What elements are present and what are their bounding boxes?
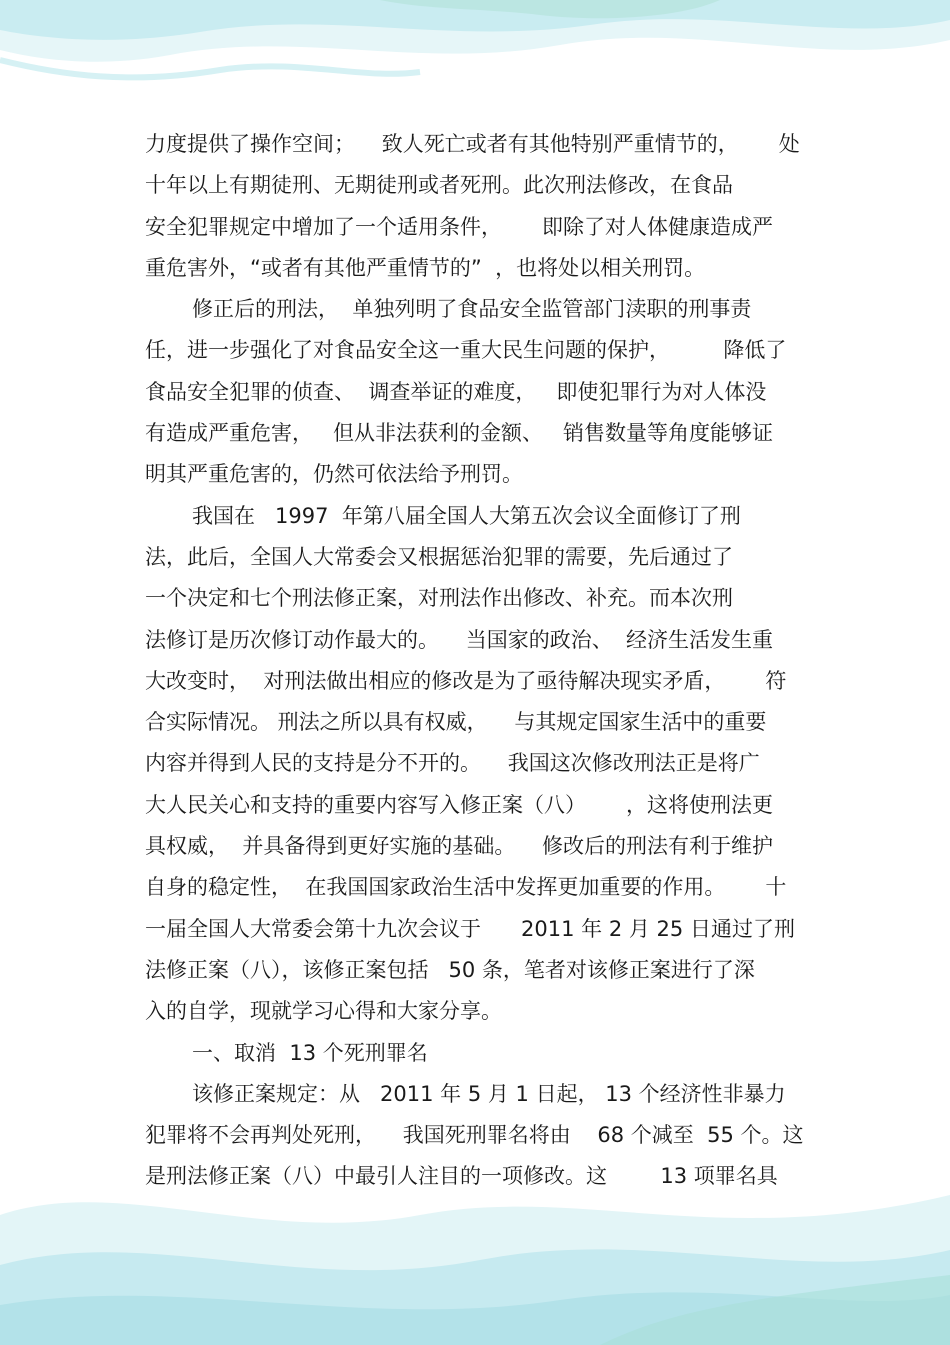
- text-line: 食品安全犯罪的侦查、 调查举证的难度， 即使犯罪行为对人体没: [145, 379, 767, 404]
- section-heading: 一、取消 13 个死刑罪名: [192, 1040, 428, 1065]
- text-line: 合实际情况。 刑法之所以具有权威， 与其规定国家生活中的重要: [145, 710, 767, 735]
- text-line: 有造成严重危害， 但从非法获利的金额、 销售数量等角度能够证: [145, 421, 774, 446]
- text-line: 大人民关心和支持的重要内容写入修正案（八） ，这将使刑法更: [145, 792, 774, 817]
- text-line: 重危害外，“或者有其他严重情节的” ，也将处以相关刑罚。: [145, 255, 706, 280]
- text-line: 法修正案（八），该修正案包括 50 条，笔者对该修正案进行了深: [145, 957, 755, 982]
- text-line: 一届全国人大常委会第十九次会议于 2011 年 2 月 25 日通过了刑: [145, 916, 795, 941]
- text-line: 入的自学，现就学习心得和大家分享。: [145, 999, 502, 1024]
- text-line: 任，进一步强化了对食品安全这一重大民生问题的保护， 降低了: [145, 338, 787, 363]
- text-line: 修正后的刑法， 单独列明了食品安全监管部门渎职的刑事责: [192, 297, 752, 322]
- text-line: 犯罪将不会再判处死刑， 我国死刑罪名将由 68 个减至 55 个。这: [145, 1123, 804, 1148]
- text-line: 自身的稳定性， 在我国国家政治生活中发挥更加重要的作用。 十: [145, 875, 787, 900]
- text-line: 内容并得到人民的支持是分不开的。 我国这次修改刑法正是将广: [145, 751, 760, 776]
- text-line: 法修订是历次修订动作最大的。 当国家的政治、 经济生活发生重: [145, 627, 774, 652]
- text-line: 安全犯罪规定中增加了一个适用条件， 即除了对人体健康造成严: [145, 214, 774, 239]
- text-line: 十年以上有期徒刑、无期徒刑或者死刑。此次刑法修改，在食品: [145, 173, 733, 198]
- text-line: 我国在 1997 年第八届全国人大第五次会议全面修订了刑: [192, 503, 741, 528]
- text-line: 法，此后，全国人大常委会又根据惩治犯罪的需要，先后通过了: [145, 544, 733, 569]
- decorative-wave-top: [0, 0, 950, 110]
- text-line: 一个决定和七个刑法修正案，对刑法作出修改、补充。而本次刑: [145, 586, 733, 611]
- text-line: 是刑法修正案（八）中最引人注目的一项修改。这 13 项罪名具: [145, 1164, 778, 1189]
- text-line: 力度提供了操作空间； 致人死亡或者有其他特别严重情节的， 处: [145, 132, 800, 156]
- text-line: 明其严重危害的，仍然可依法给予刑罚。: [145, 462, 523, 487]
- text-line: 该修正案规定：从 2011 年 5 月 1 日起， 13 个经济性非暴力: [192, 1081, 786, 1106]
- document-body: [145, 124, 815, 1198]
- text-line: 大改变时， 对刑法做出相应的修改是为了亟待解决现实矛盾， 符: [145, 668, 787, 693]
- text-line: 具权威， 并具备得到更好实施的基础。 修改后的刑法有利于维护: [145, 834, 774, 859]
